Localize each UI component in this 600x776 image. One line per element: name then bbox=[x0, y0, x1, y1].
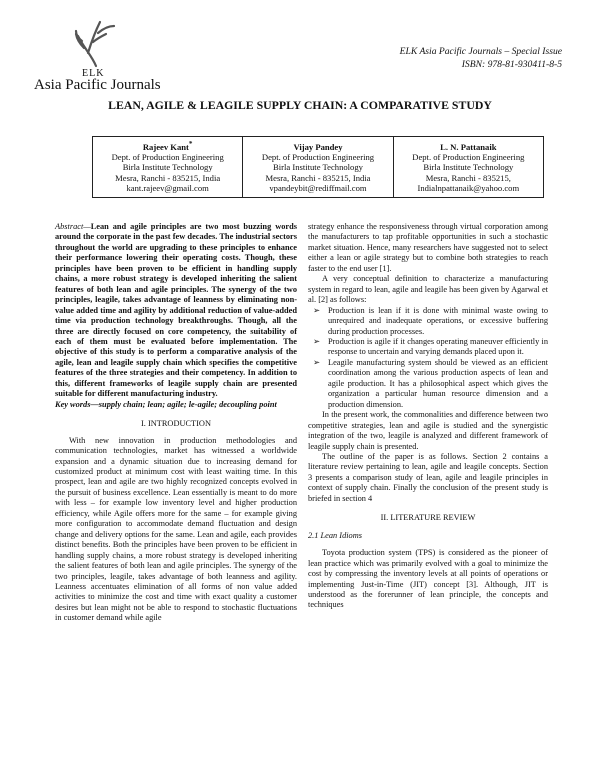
journal-logo bbox=[34, 18, 161, 98]
author-addr: Mesra, Ranchi - 835215, India bbox=[115, 172, 221, 183]
author-name: L. N. Pattanaik bbox=[440, 141, 497, 152]
subsection-heading-lean-idioms: 2.1 Lean Idioms bbox=[308, 530, 363, 540]
arrow-bullet-icon: ➢ bbox=[313, 305, 320, 315]
author-name: Rajeev Kant* bbox=[142, 140, 193, 152]
author-email: vpandeybit@rediffmail.com bbox=[269, 183, 367, 194]
journal-header bbox=[400, 45, 562, 71]
author-name: Vijay Pandey bbox=[293, 141, 343, 152]
present-work-paragraph: In the present work, the commonalities and difference between two competitive strategies, lean and agile is studied and the synergistic integration of the two, leagile is analyzed and different framework of leagile supply chain is presented. bbox=[308, 410, 548, 451]
outline-paragraph: The outline of the paper is as follows. Section 2 contains a literature review pertaining to lean, agile and leagile concepts. Section 3 presents a comparison study of lean, agile and leagile principles in context of supply chain. Finally the conclusion of the present study is briefed in section 4 bbox=[308, 451, 548, 503]
author-inst: Birla Institute Technology bbox=[273, 162, 363, 173]
list-item: ➢ Production is lean if it is done with minimal waste owing to unrequired and inadequate operations, or excessive buffering during production processes. bbox=[313, 305, 548, 336]
corresponding-mark: * bbox=[188, 140, 193, 148]
author-addr: Mesra, Ranchi - 835215, bbox=[425, 172, 511, 183]
author-dept: Dept. of Production Engineering bbox=[412, 152, 525, 163]
paper-title: LEAN, AGILE & LEAGILE SUPPLY CHAIN: A COMPARATIVE STUDY bbox=[108, 98, 492, 112]
section-heading-literature-review: II. LITERATURE REVIEW bbox=[380, 513, 476, 523]
section-heading-introduction: I. INTRODUCTION bbox=[141, 419, 211, 429]
logo-text-elk: ELK bbox=[82, 68, 105, 79]
abstract-label: Abstract— bbox=[55, 222, 91, 231]
definition-intro: A very conceptual definition to characterize a manufacturing system in regard to lean, agile and leagile has been given by Agarwal et al. [2] as follows: bbox=[308, 274, 548, 305]
author-dept: Dept. of Production Engineering bbox=[261, 152, 375, 163]
paragraph-continued: strategy enhance the responsiveness through virtual corporation among the manufacturers to tap profitable opportunities in such a stochastic market situation. Hence, many researchers have suggested not to select either a lean or agile strategy but to combine both strategies to reach faster to the end user [1]. bbox=[308, 222, 548, 273]
author-cell bbox=[393, 137, 543, 198]
arrow-bullet-icon: ➢ bbox=[313, 357, 320, 367]
logo-text-asia-pacific: Asia Pacific Journals bbox=[34, 77, 161, 93]
author-inst: Birla Institute Technology bbox=[122, 162, 213, 173]
left-column bbox=[55, 222, 297, 624]
author-email: Indialnpattanaik@yahoo.com bbox=[417, 183, 520, 194]
author-addr: Mesra, Ranchi - 835215, India bbox=[265, 172, 371, 183]
elk-antler-icon bbox=[74, 18, 118, 68]
journal-isbn: ISBN: 978-81-930411-8-5 bbox=[461, 59, 562, 70]
intro-paragraph: With new innovation in production methodologies and communication technologies, market has witnessed a worldwide expansion and a dynamic situation due to increasing demand for customized product at minimum cost with least waiting time. In this prospect, lean and agile are two highly recognized concepts evolved in the pursuit of business excellence. Lean essentially is meant to do more with less – for example low inventory level and higher production efficiency, while Agile offers more for the same – for example giving more configuration to accommodate demand fluctuation and design change and delivery options for the same. Lean and agile, each provides distinct benefits. Both the principles have been proven to be efficient in handling supply chains, a more robust strategy is developed inheriting the salient features of both lean and agile principles. The synergy of the two principles, leagile, takes advantage of both leanness and agility. Leanness accentuates elimination of all forms of non value added activities to minimize the cost and time with exact quality a customer desires but lean might not be able to respond to stochastic fluctuations in customer demand while agile bbox=[55, 435, 297, 623]
abstract-text: Lean and agile principles are two most buzzing words around the corporate in the past few decades. The industrial sectors throughout the world are upgrading to these principles to enhance their performance lowering their operating costs. Though, these principles have been proven to be efficient in handling supply chains, a more robust strategy is developed inheriting the salient features of both lean and agile principles. The synergy of the two principles, leagile, takes advantage of leanness by eliminating non-value added time and agility by additional reduction of value-added time via production technology breakthroughs. Though, all the three are directly focused on core competency, the suitability of each of them must be evaluated before implementation. The objective of this study is to perform a comparative analysis of the agile, lean and leagile supply chain which specifies the competitive features of the three strategies and their competency. In addition to this, different frameworks of leagile supply chain are presented suitable for different manufacturing industry. bbox=[55, 222, 297, 399]
author-cell bbox=[93, 137, 243, 198]
arrow-bullet-icon: ➢ bbox=[313, 336, 320, 346]
list-item: ➢ Production is agile if it changes operating maneuver efficiently in response to uncertain and varying demands placed upon it. bbox=[313, 336, 548, 357]
author-cell bbox=[243, 137, 393, 198]
author-email: kant.rajeev@gmail.com bbox=[126, 183, 209, 194]
author-table bbox=[92, 136, 544, 198]
abstract bbox=[55, 222, 297, 400]
list-item: ➢ Leagile manufacturing system should be viewed as an efficient coordination among the various production aspects of lean and agile production. It has a philosophical aspect which gives the organization a particular human resource dimension and a production dimension. bbox=[313, 357, 548, 409]
journal-name: ELK Asia Pacific Journals – Special Issue bbox=[399, 46, 562, 57]
right-column bbox=[308, 222, 548, 611]
tps-paragraph: Toyota production system (TPS) is considered as the pioneer of lean practice which was primarily evolved with a goal to minimize the cost by compressing the inventory levels at all points of operations or implementing Just-in-Time (JIT) concept [3]. Although, JIT is understood as the forerunner of lean principle, the concepts and techniques bbox=[308, 548, 548, 610]
definition-list bbox=[308, 306, 548, 411]
author-inst: Birla Institute Technology bbox=[423, 162, 514, 173]
author-dept: Dept. of Production Engineering bbox=[111, 152, 224, 163]
keywords: Key words—supply chain; lean; agile; le-agile; decoupling point bbox=[55, 399, 277, 409]
